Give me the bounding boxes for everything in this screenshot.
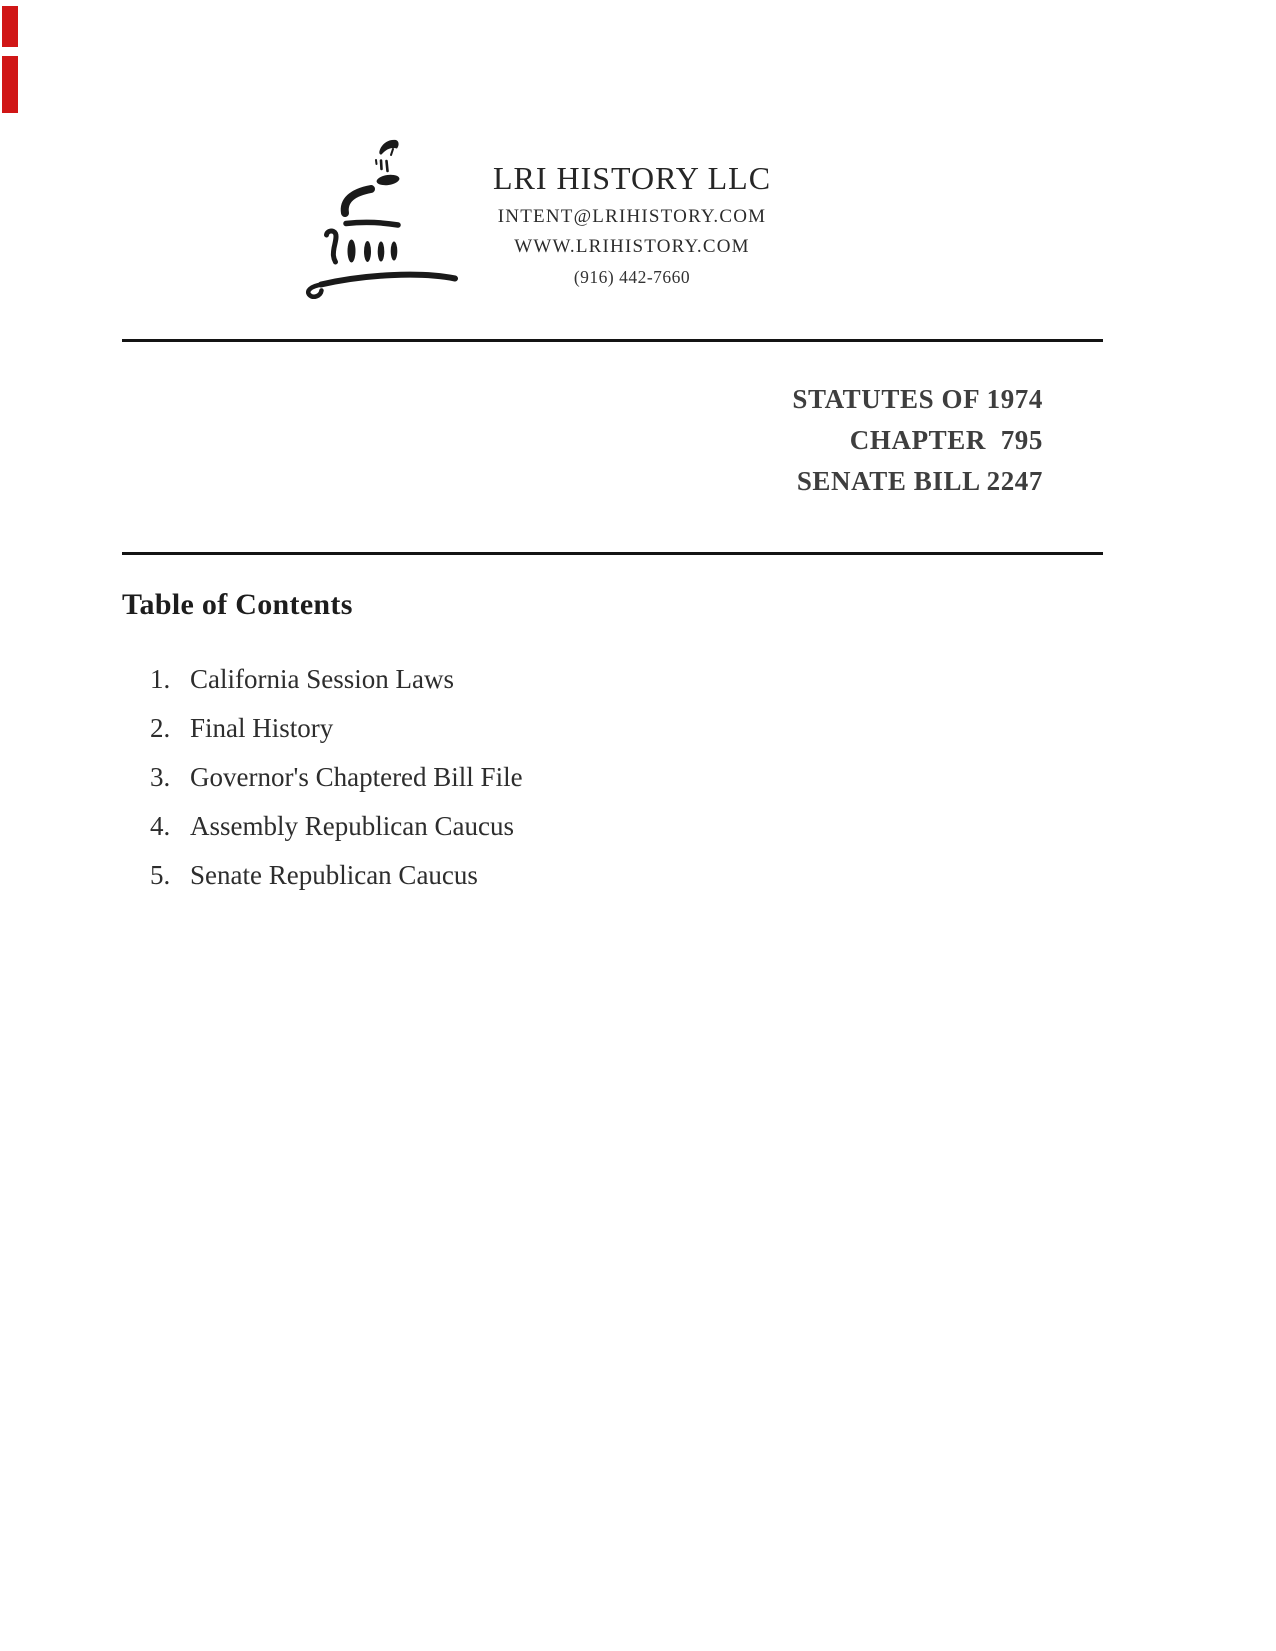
chapter-line: CHAPTER 795: [849, 425, 1043, 455]
margin-change-bar-top: [2, 6, 18, 47]
toc-item-label: Senate Republican Caucus: [190, 860, 478, 890]
senate-bill-line: SENATE BILL 2247: [796, 466, 1043, 496]
company-name: LRI HISTORY LLC: [492, 160, 772, 196]
toc-item-number: 1.: [150, 664, 171, 694]
toc-item: [122, 802, 523, 851]
toc-item: [122, 655, 523, 704]
toc-item-label: Governor's Chaptered Bill File: [190, 762, 523, 792]
company-email: INTENT@LRIHISTORY.COM: [497, 206, 767, 227]
toc-title: Table of Contents: [122, 588, 353, 621]
margin-change-bar-bottom: [2, 56, 18, 113]
toc-item-number: 5.: [150, 860, 171, 890]
toc-item-label: Assembly Republican Caucus: [190, 811, 514, 841]
horizontal-rule-top: [122, 339, 1103, 342]
toc-item-number: 4.: [150, 811, 171, 841]
toc-item-label: California Session Laws: [190, 664, 454, 694]
toc-item: [122, 753, 523, 802]
toc-list: [122, 655, 523, 900]
toc-item-number: 2.: [150, 713, 171, 743]
toc-item-number: 3.: [150, 762, 171, 792]
statutes-line: STATUTES OF 1974: [792, 384, 1043, 414]
horizontal-rule-bottom: [122, 552, 1103, 555]
company-website: WWW.LRIHISTORY.COM: [514, 236, 750, 257]
company-phone: (916) 442-7660: [573, 267, 691, 287]
toc-item-label: Final History: [190, 713, 334, 743]
toc-item: [122, 851, 523, 900]
letterhead: [432, 160, 832, 292]
toc-item: [122, 704, 523, 753]
bill-reference-block: [792, 379, 1043, 502]
